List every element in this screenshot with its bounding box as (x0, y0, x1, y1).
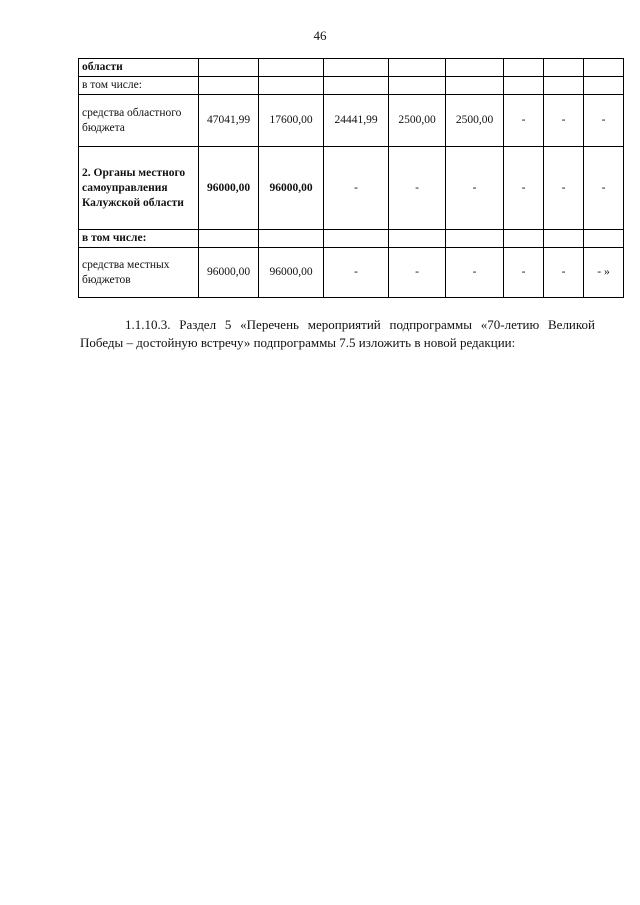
table-cell (504, 59, 544, 77)
table-row (79, 77, 624, 95)
table-cell (446, 77, 504, 95)
table-cell: - (544, 147, 584, 230)
table-row (79, 95, 624, 147)
table-row (79, 59, 624, 77)
table-cell (389, 230, 446, 248)
table-cell (199, 77, 259, 95)
table-cell (504, 230, 544, 248)
table-cell: - (504, 147, 544, 230)
body-paragraph: 1.1.10.3. Раздел 5 «Перечень мероприятий подпрограммы «70-летию Великой Победы – достойную встречу» подпрограммы 7.5 изложить в новой редакции: (80, 317, 595, 350)
table-cell: 96000,00 (199, 147, 259, 230)
table-cell (584, 77, 624, 95)
row-label: средства областного бюджета (79, 95, 199, 147)
table-cell (584, 230, 624, 248)
row-label: в том числе: (79, 230, 199, 248)
table-cell (584, 59, 624, 77)
table-cell: 96000,00 (259, 248, 324, 298)
table-cell (259, 230, 324, 248)
table-row (79, 147, 624, 230)
table-cell: 17600,00 (259, 95, 324, 147)
table-cell (504, 77, 544, 95)
table-cell: - (544, 95, 584, 147)
table-cell: - (584, 147, 624, 230)
table-cell (446, 59, 504, 77)
table-cell (199, 230, 259, 248)
table-cell: - (504, 95, 544, 147)
table-cell: - (324, 147, 389, 230)
table-cell: - (389, 147, 446, 230)
table-cell (389, 59, 446, 77)
budget-table (78, 58, 624, 298)
table-cell: 96000,00 (199, 248, 259, 298)
table-cell (324, 230, 389, 248)
table-cell: - » (584, 248, 624, 298)
table-cell (446, 230, 504, 248)
table-cell (324, 77, 389, 95)
table-cell: 2500,00 (446, 95, 504, 147)
table-cell: - (504, 248, 544, 298)
table-cell: - (584, 95, 624, 147)
table-row (79, 248, 624, 298)
table-cell (544, 77, 584, 95)
table-cell (259, 77, 324, 95)
table-row (79, 230, 624, 248)
table-cell: 24441,99 (324, 95, 389, 147)
table-cell: - (544, 248, 584, 298)
table-cell: - (324, 248, 389, 298)
table-cell: 47041,99 (199, 95, 259, 147)
row-label: области (79, 59, 199, 77)
row-label: в том числе: (79, 77, 199, 95)
table-cell: 96000,00 (259, 147, 324, 230)
row-label: средства местных бюджетов (79, 248, 199, 298)
table-cell: 2500,00 (389, 95, 446, 147)
table-cell (389, 77, 446, 95)
table-cell: - (446, 147, 504, 230)
table-cell (259, 59, 324, 77)
table-cell (544, 230, 584, 248)
table-cell (324, 59, 389, 77)
table-cell: - (446, 248, 504, 298)
row-label: 2. Органы местного самоуправления Калужской области (79, 147, 199, 230)
table-cell (544, 59, 584, 77)
table-cell (199, 59, 259, 77)
page-number: 46 (313, 28, 327, 43)
table-cell: - (389, 248, 446, 298)
